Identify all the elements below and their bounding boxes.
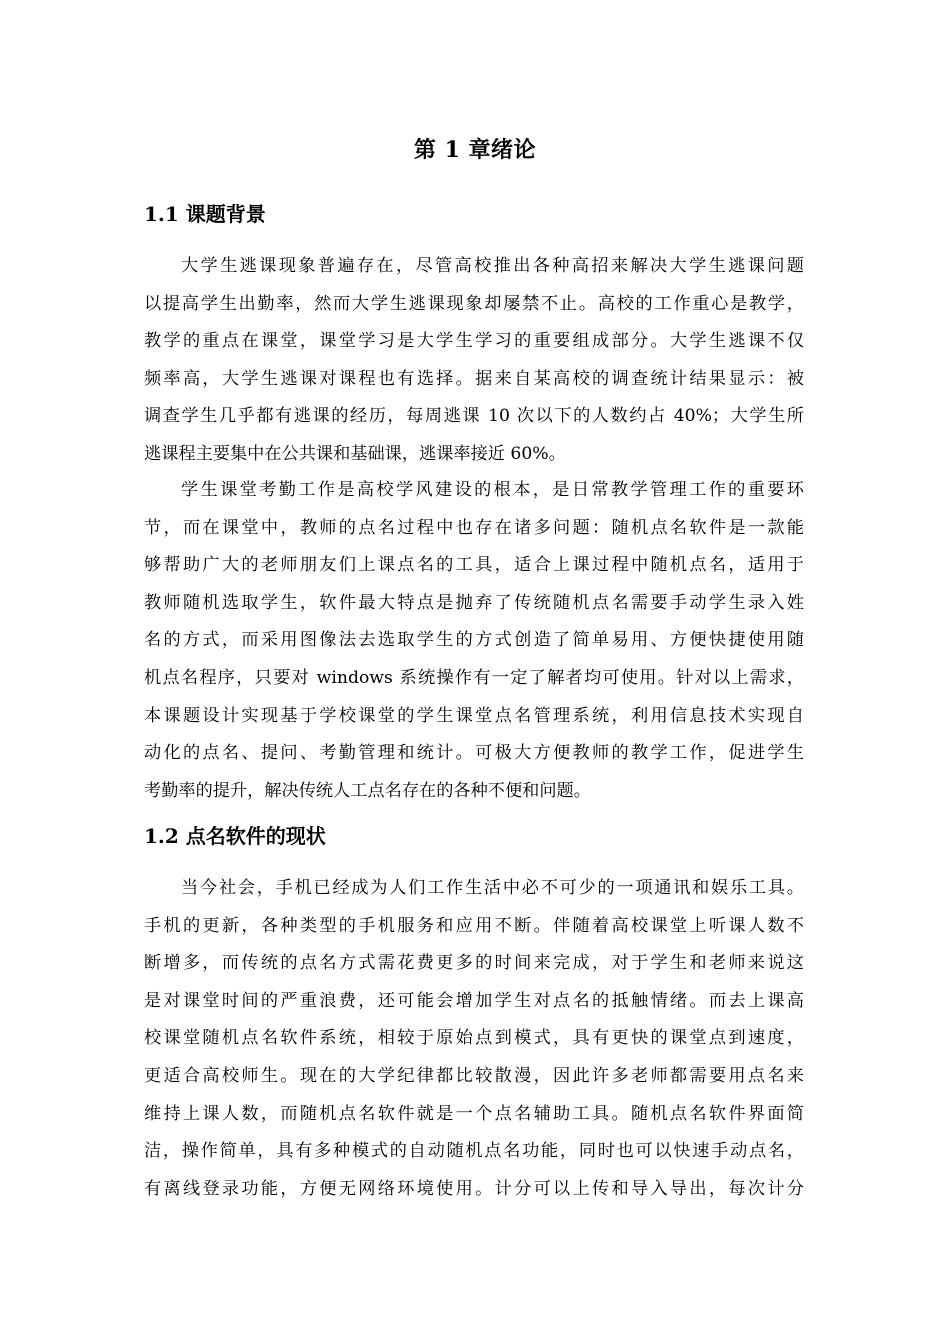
text-line: 是对课堂时间的严重浪费，还可能会增加学生对点名的抵触情绪。而去上课高	[144, 990, 804, 1011]
text-line: 断增多，而传统的点名方式需花费更多的时间来完成，对于学生和老师来说这	[144, 953, 804, 974]
text-line: 教师随机选取学生，软件最大特点是抛弃了传统随机点名需要手动学生录入姓	[144, 592, 804, 613]
section-heading-1-2: 1.2 点名软件的现状	[144, 824, 326, 848]
text-line: 考勤率的提升，解决传统人工点名存在的各种不便和问题。	[144, 780, 591, 801]
text-line: 调查学生几乎都有逃课的经历，每周逃课 10 次以下的人数约占 40%；大学生所	[144, 406, 804, 427]
text-line: 校课堂随机点名软件系统，相较于原始点到模式，具有更快的课堂点到速度，	[144, 1028, 804, 1049]
text-line: 频率高，大学生逃课对课程也有选择。据来自某高校的调查统计结果显示：被	[144, 368, 804, 389]
text-line: 以提高学生出勤率，然而大学生逃课现象却屡禁不止。高校的工作重心是教学，	[144, 293, 804, 314]
text-line: 手机的更新，各种类型的手机服务和应用不断。伴随着高校课堂上听课人数不	[144, 915, 804, 936]
text-line: 够帮助广大的老师朋友们上课点名的工具，适合上课过程中随机点名，适用于	[144, 555, 804, 576]
text-line: 本课题设计实现基于学校课堂的学生课堂点名管理系统，利用信息技术实现自	[144, 705, 804, 726]
section-1-1-paragraph-1	[144, 248, 804, 474]
text-line: 动化的点名、提问、考勤管理和统计。可极大方便教师的教学工作，促进学生	[144, 743, 804, 764]
text-line: 逃课程主要集中在公共课和基础课，逃课率接近 60%。	[144, 443, 566, 464]
chapter-title: 第 1 章绪论	[413, 137, 537, 163]
text-line: 名的方式，而采用图像法去选取学生的方式创造了简单易用、方便快捷使用随	[144, 630, 804, 651]
section-1-2-paragraph-1	[144, 870, 804, 1208]
section-heading-1-1: 1.1 课题背景	[144, 202, 266, 226]
text-line: 机点名程序，只要对 windows 系统操作有一定了解者均可使用。针对以上需求，	[144, 667, 804, 688]
text-line: 更适合高校师生。现在的大学纪律都比较散漫，因此许多老师都需要用点名来	[144, 1065, 804, 1086]
section-1-1-paragraph-2	[144, 472, 804, 810]
text-line: 学生课堂考勤工作是高校学风建设的根本，是日常教学管理工作的重要环	[181, 480, 804, 500]
text-line: 教学的重点在课堂，课堂学习是大学生学习的重要组成部分。大学生逃课不仅	[144, 331, 804, 352]
text-line: 大学生逃课现象普遍存在，尽管高校推出各种高招来解决大学生逃课问题	[181, 256, 804, 276]
text-line: 维持上课人数，而随机点名软件就是一个点名辅助工具。随机点名软件界面简	[144, 1103, 804, 1124]
text-line: 当今社会，手机已经成为人们工作生活中必不可少的一项通讯和娱乐工具。	[181, 878, 804, 898]
text-line: 洁，操作简单，具有多种模式的自动随机点名功能，同时也可以快速手动点名，	[144, 1141, 804, 1162]
text-line: 节，而在课堂中，教师的点名过程中也存在诸多问题：随机点名软件是一款能	[144, 517, 804, 538]
text-line: 有离线登录功能，方便无网络环境使用。计分可以上传和导入导出，每次计分	[144, 1178, 804, 1199]
